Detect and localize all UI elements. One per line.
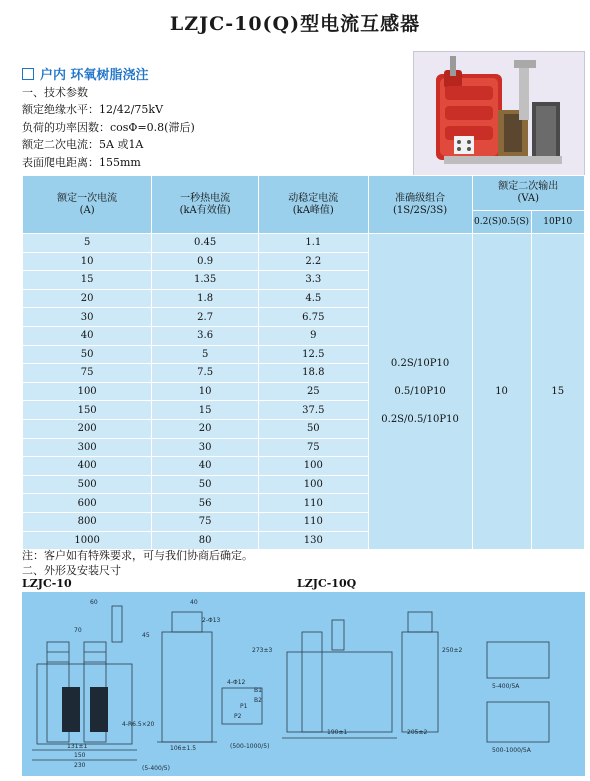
cell-primary-current: 30 (23, 308, 152, 327)
cell-primary-current: 10 (23, 252, 152, 271)
cell-dynamic-current: 4.5 (259, 289, 369, 308)
cell-primary-current: 800 (23, 512, 152, 531)
cell-dynamic-current: 25 (259, 382, 369, 401)
cell-primary-current: 150 (23, 401, 152, 420)
cell-dynamic-current: 130 (259, 531, 369, 550)
col-header-thermal-current: 一秒热电流 (kA有效值) (152, 176, 259, 234)
cell-thermal-current: 5 (152, 345, 259, 364)
cell-dynamic-current: 9 (259, 326, 369, 345)
cell-primary-current: 100 (23, 382, 152, 401)
dim-4-phi12: 4-Φ12 (227, 679, 246, 686)
cell-thermal-current: 20 (152, 419, 259, 438)
spec-power-factor: 负荷的功率因数：cosΦ=0.8(滞后) (22, 120, 195, 134)
cell-thermal-current: 56 (152, 494, 259, 513)
label-b1: B1 (254, 687, 262, 694)
product-photo (413, 51, 585, 176)
cell-primary-current: 75 (23, 364, 152, 383)
dim-70: 70 (74, 627, 82, 634)
page-title: LZJC-10(Q)型电流互感器 (169, 13, 421, 35)
dim-250: 250±2 (442, 647, 463, 654)
dim-131: 131±1 (67, 743, 88, 750)
cell-thermal-current: 10 (152, 382, 259, 401)
cell-dynamic-current: 12.5 (259, 345, 369, 364)
cell-primary-current: 15 (23, 271, 152, 290)
cell-thermal-current: 3.6 (152, 326, 259, 345)
cell-dynamic-current: 50 (259, 419, 369, 438)
col-header-primary-current: 额定一次电流 (A) (23, 176, 152, 234)
spec-heading: 一、技术参数 (22, 86, 88, 99)
cell-dynamic-current: 110 (259, 512, 369, 531)
section-subtitle (22, 64, 149, 83)
cell-dynamic-current: 110 (259, 494, 369, 513)
dim-4-r65: 4-R6.5×20 (122, 721, 155, 728)
cell-primary-current: 500 (23, 475, 152, 494)
cell-dynamic-current: 100 (259, 457, 369, 476)
dim-40: 40 (190, 599, 198, 606)
cell-thermal-current: 0.9 (152, 252, 259, 271)
label-p1: P1 (240, 703, 248, 710)
parameter-table (22, 175, 585, 550)
cell-primary-current: 200 (23, 419, 152, 438)
cell-thermal-current: 80 (152, 531, 259, 550)
col-subheader-10p10: 10P10 (531, 211, 584, 234)
dim-2-phi13: 2-Φ13 (202, 617, 221, 624)
cell-dynamic-current: 6.75 (259, 308, 369, 327)
spec-list (22, 84, 195, 171)
col-header-output: 额定二次输出 (VA) (472, 176, 584, 211)
cell-primary-current: 20 (23, 289, 152, 308)
table-body (23, 234, 585, 550)
cell-output-10p10: 15 (531, 234, 584, 550)
note-text: 注：客户如有特殊要求，可与我们协商后确定。 (22, 549, 253, 562)
parameter-table-wrapper (22, 175, 585, 550)
cell-primary-current: 50 (23, 345, 152, 364)
cell-thermal-current: 50 (152, 475, 259, 494)
spec-secondary-current: 额定二次电流：5A 或1A (22, 138, 144, 152)
notes (22, 549, 253, 578)
col-subheader-02-05: 0.2(S)0.5(S) (472, 211, 531, 234)
cell-dynamic-current: 18.8 (259, 364, 369, 383)
dimension-drawing-svg (22, 592, 585, 776)
dim-190: 190±1 (327, 729, 348, 736)
dimension-drawing (22, 592, 585, 776)
cell-primary-current: 300 (23, 438, 152, 457)
cell-thermal-current: 75 (152, 512, 259, 531)
cell-thermal-current: 30 (152, 438, 259, 457)
dim-230: 230 (74, 762, 86, 769)
model-label-lzjc-10: LZJC-10 (22, 577, 72, 590)
label-500-1000-5a: 500-1000/5A (492, 747, 531, 754)
cell-dynamic-current: 2.2 (259, 252, 369, 271)
dim-60: 60 (90, 599, 98, 606)
cell-thermal-current: 15 (152, 401, 259, 420)
section-dimensions-heading: 二、外形及安装尺寸 (22, 563, 121, 577)
col-header-dynamic-current: 动稳定电流 (kA峰值) (259, 176, 369, 234)
cell-dynamic-current: 100 (259, 475, 369, 494)
cell-primary-current: 40 (23, 326, 152, 345)
cell-dynamic-current: 75 (259, 438, 369, 457)
cell-thermal-current: 2.7 (152, 308, 259, 327)
cell-primary-current: 5 (23, 234, 152, 253)
subtitle-text: 户内 环氧树脂浇注 (40, 68, 149, 83)
label-p2: P2 (234, 713, 242, 720)
label-5-400-5a: 5-400/5A (492, 683, 520, 690)
cell-dynamic-current: 3.3 (259, 271, 369, 290)
cell-thermal-current: 7.5 (152, 364, 259, 383)
cell-primary-current: 1000 (23, 531, 152, 550)
model-label-lzjc-10q: LZJC-10Q (297, 577, 357, 590)
cell-dynamic-current: 37.5 (259, 401, 369, 420)
spec-creepage: 表面爬电距离：155mm (22, 155, 141, 169)
dim-500-1000: (500-1000/5) (230, 743, 270, 750)
cell-output-02-05: 10 (472, 234, 531, 550)
cell-thermal-current: 1.35 (152, 271, 259, 290)
dim-273: 273±3 (252, 647, 273, 654)
label-b2: B2 (254, 697, 262, 704)
dim-150: 150 (74, 752, 86, 759)
cell-primary-current: 400 (23, 457, 152, 476)
dim-5-400: (5-400/5) (142, 765, 170, 772)
col-header-accuracy: 准确级组合 (1S/2S/3S) (368, 176, 472, 234)
dim-45: 45 (142, 632, 150, 639)
cell-thermal-current: 0.45 (152, 234, 259, 253)
dim-205: 205±2 (407, 729, 428, 736)
cell-thermal-current: 1.8 (152, 289, 259, 308)
cell-thermal-current: 40 (152, 457, 259, 476)
cell-primary-current: 600 (23, 494, 152, 513)
dim-106: 106±1.5 (170, 745, 197, 752)
spec-insulation: 额定绝缘水平：12/42/75kV (22, 103, 164, 117)
table-row (23, 234, 585, 253)
cell-accuracy-combos: 0.2S/10P10 0.5/10P10 0.2S/0.5/10P10 (368, 234, 472, 550)
cell-dynamic-current: 1.1 (259, 234, 369, 253)
square-bullet-icon (22, 68, 34, 80)
